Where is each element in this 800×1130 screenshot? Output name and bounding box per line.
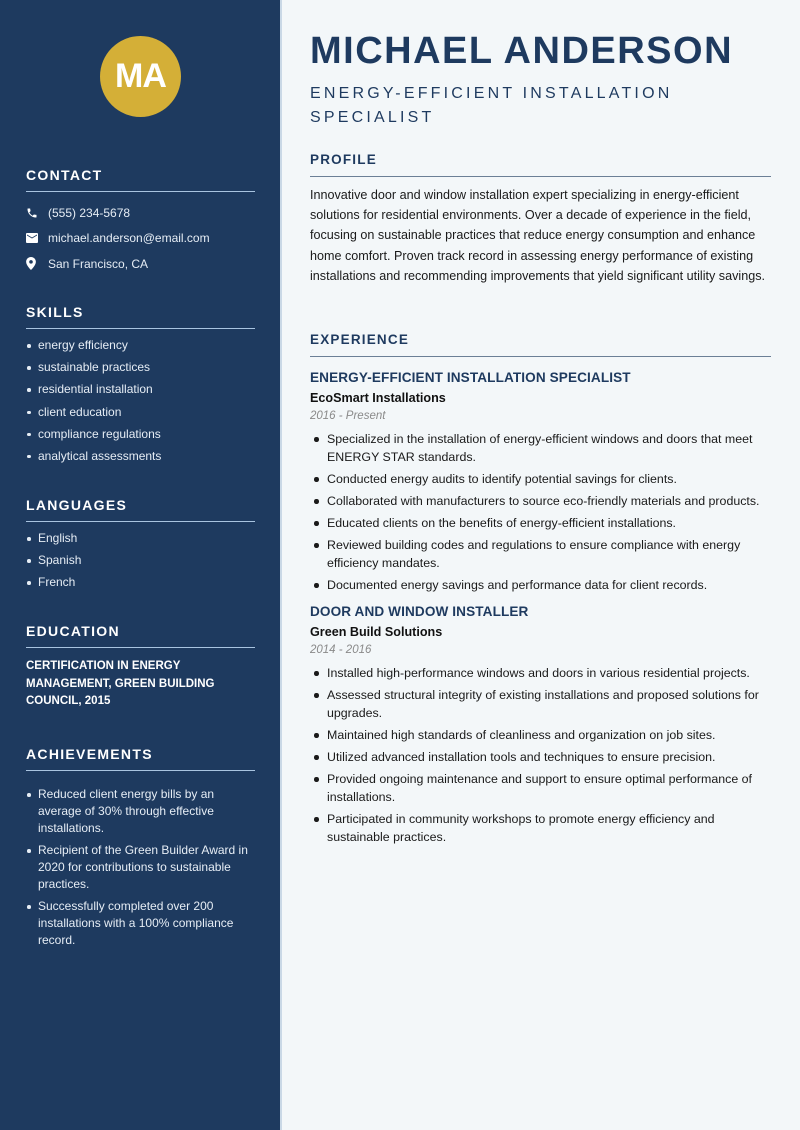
language-item: Spanish [26,552,255,569]
skills-section [26,304,255,470]
skills-list [26,337,255,465]
skill-item: analytical assessments [26,448,255,465]
achievement-item: Reduced client energy bills by an average of 30% through effective installations. [26,786,255,837]
skill-item: compliance regulations [26,426,255,443]
profile-heading: PROFILE [310,152,771,177]
job-bullets [310,664,771,846]
profile-section [310,152,771,286]
education-entry: CERTIFICATION IN ENERGY MANAGEMENT, GREEN BUILDING COUNCIL, 2015 [26,660,215,707]
job-bullet: Participated in community workshops to promote energy efficiency and sustainable practices. [310,810,771,846]
candidate-title: ENERGY-EFFICIENT INSTALLATION SPECIALIST [310,85,673,126]
skills-heading: SKILLS [26,304,255,329]
achievement-item: Successfully completed over 200 installations with a 100% compliance record. [26,898,255,949]
job-bullets [310,430,771,594]
education-section [26,623,255,711]
job-bullet: Educated clients on the benefits of energy-efficient installations. [310,514,771,532]
sidebar [0,0,280,1130]
contact-email [26,226,255,252]
job-company: EcoSmart Installations [310,391,446,405]
job-bullet: Reviewed building codes and regulations to ensure compliance with energy efficiency mandates. [310,536,771,572]
candidate-name: MICHAEL ANDERSON [310,30,734,72]
experience-heading: EXPERIENCE [310,332,771,357]
languages-section [26,497,255,597]
achievements-section [26,746,255,955]
contact-location-text: San Francisco, CA [48,256,149,271]
skill-item: energy efficiency [26,337,255,354]
contact-phone-text: (555) 234-5678 [48,205,131,220]
job-bullet: Utilized advanced installation tools and techniques to ensure precision. [310,748,771,766]
contact-email-text: michael.anderson@email.com [48,231,210,246]
education-heading: EDUCATION [26,623,255,648]
languages-heading: LANGUAGES [26,497,255,522]
job-entry [310,604,771,846]
contact-section [26,167,255,277]
job-entry [310,370,771,594]
contact-location [26,251,255,277]
job-bullet: Maintained high standards of cleanliness and organization on job sites. [310,726,771,744]
job-dates: 2014 - 2016 [310,644,372,656]
job-bullet: Collaborated with manufacturers to source eco-friendly materials and products. [310,492,771,510]
skill-item: sustainable practices [26,359,255,376]
job-bullet: Conducted energy audits to identify potential savings for clients. [310,470,771,488]
avatar-initials: MA [115,57,166,95]
experience-section [310,332,771,850]
language-item: English [26,530,255,547]
avatar [100,36,181,117]
achievements-list [26,786,255,949]
contact-heading: CONTACT [26,167,255,192]
achievement-item: Recipient of the Green Builder Award in 2020 for contributions to sustainable practices. [26,842,255,893]
job-bullet: Specialized in the installation of energy-efficient windows and doors that meet ENERGY STAR standards. [310,430,771,466]
language-item: French [26,574,255,591]
job-bullet: Assessed structural integrity of existing installations and proposed solutions for upgrades. [310,686,771,722]
contact-phone [26,200,255,226]
job-bullet: Installed high-performance windows and doors in various residential projects. [310,664,771,682]
profile-summary: Innovative door and window installation expert specializing in energy-efficient solutions for residential environments. Over a decade of experience in the field, focusing on sustainable practices that reduce energy consumption and enhance home comfort. Proven track record in assessing energy performance of existing installations and recommending improvements that yield significant utility savings. [310,188,765,283]
job-dates: 2016 - Present [310,410,386,422]
job-bullet: Provided ongoing maintenance and support to ensure optimal performance of installations. [310,770,771,806]
languages-list [26,530,255,591]
achievements-heading: ACHIEVEMENTS [26,746,255,771]
job-title: DOOR AND WINDOW INSTALLER [310,604,529,619]
email-icon [26,233,48,243]
phone-icon [26,207,48,219]
column-divider [280,0,282,1130]
job-title: ENERGY-EFFICIENT INSTALLATION SPECIALIST [310,370,631,385]
location-pin-icon [26,257,48,270]
skill-item: residential installation [26,381,255,398]
job-bullet: Documented energy savings and performance data for client records. [310,576,771,594]
job-company: Green Build Solutions [310,625,443,639]
skill-item: client education [26,404,255,421]
